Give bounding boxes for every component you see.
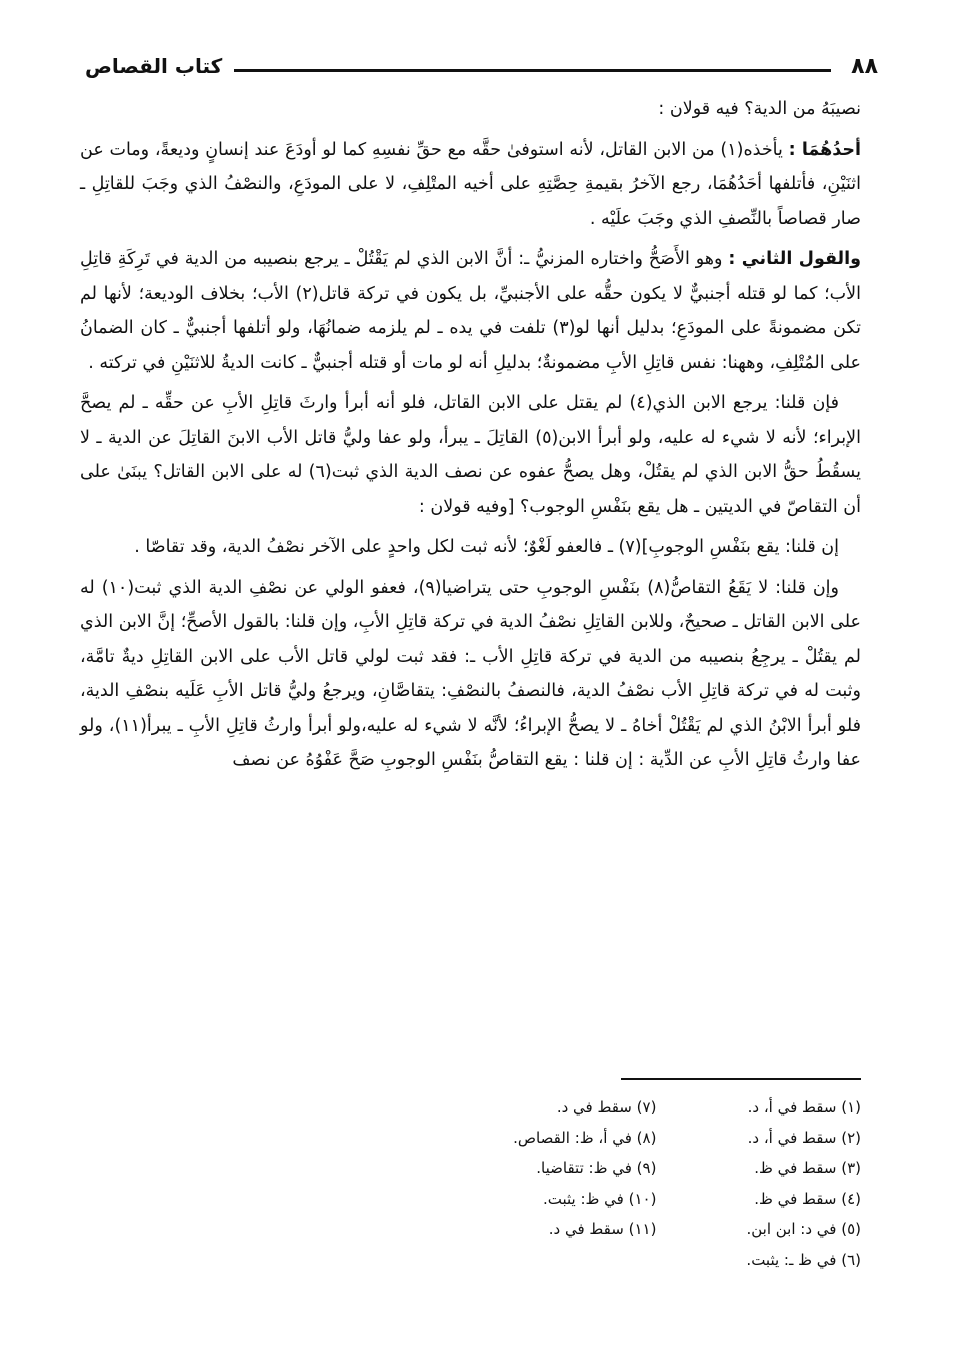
footnote: (٧) سقط في د.	[556, 1098, 657, 1116]
header-rule	[234, 69, 831, 72]
paragraph-lead: والقول الثاني :	[728, 249, 861, 269]
paragraph: والقول الثاني : وهو الأَصَحُّ واختاره المزنيُّ ـ: أنَّ الابن الذي لم يَقْتُلْ ـ يرجع بنصيبه من الدية في تَرِكَةِ قاتِلِ الأب؛ كما لو قتله أجنبيٌّ لا يكون حقُّه على الأجنبيِّ، بل يكون في تركة قاتل(٢) الأب؛ بخلاف الوديعة؛ لأنها لم تكن مضمونةً على المودَعِ؛ بدليل أنها لو(٣) تلفت في يده ـ لم يلزمه ضمانُهَا، ولو أتلفها أجنبيٌّ ـ كان الضمانُ على المُتْلِفِ، وههنا: نفس قاتِلِ الأبِ مضمونةٌ؛ بدليلِ أنه لو مات أو قتله أجنبيٌّ ـ كانت الديةُ للاثنَيْنِ في تركته .	[80, 249, 862, 373]
page-header	[85, 48, 878, 84]
footnote: (١) سقط في أ، د.	[747, 1098, 861, 1116]
running-title: كتاب القصاص	[85, 54, 223, 78]
main-text	[80, 92, 861, 784]
paragraph-lead: أحدُهُمَا :	[788, 139, 862, 160]
footnote-separator	[621, 1078, 861, 1080]
footnote-column-right	[746, 1092, 861, 1275]
footnotes	[300, 1092, 861, 1275]
paragraph: أحدُهُمَا : يأخذه(١) من الابن القاتل، لأنه استوفىٰ حقَّه مع حقِّ نفسِهِ كما لو أودَعَ عند إنسانٍ وديعةً، ومات عن اثنَيْنِ، فأتلفها أحَدُهُمَا، رجع الآخرُ بقيمةِ حِصَّتِهِ على أخيه المتْلِفِ، لا على المودَعِ، والنصْفُ الذي وجَبَ للقاتِلِ ـ صار قصاصاً بالنِّصفِ الذي وجَبَ علَيْه .	[80, 139, 862, 229]
footnote: (١٠) في ظ: يثبت.	[542, 1189, 657, 1208]
footnote: (١١) سقط في د.	[548, 1220, 657, 1238]
paragraph: نصيبَهُ من الدية؟ فيه قولان :	[658, 99, 861, 119]
footnote: (٨) في أ، ظ: القصاص.	[513, 1128, 657, 1147]
paragraph: فإن قلنا: يرجع الابن الذي(٤) لم يقتل على الابن القاتل، فلو أنه أبرأ وارثَ قاتِلِ الأبِ عن حقِّه ـ لم يصحَّ الإبراء؛ لأنه لا شيء له عليه، ولو أبرأ الابن(٥) القاتِلَ ـ يبرأ، ولو عفا وليُّ قاتل الأب الابنَ القاتِلَ عن الدية ـ لا يسقُطُ حقُّ الابن الذي لم يقتُلْ، وهل يصحُّ عفوه عن نصف الدية الذي ثبت(٦) له على الابن القاتل؟ يبنَىٰ على أن التقاصّ في الديتين ـ هل يقع بنَفْسِ الوجوب؟ [وفيه قولان :	[80, 393, 862, 517]
footnote: (٤) سقط في ظ.	[754, 1189, 861, 1208]
footnote: (٩) في ظ: تتقاضيا.	[536, 1159, 657, 1177]
footnote: (٦) في ظ ـ: يثبت.	[746, 1250, 861, 1269]
page-number: ٨٨	[851, 53, 878, 79]
footnote-column-left	[513, 1092, 656, 1275]
paragraph: إن قلنا: يقع بنَفْسِ الوجوبِ](٧) ـ فالعفو لَغْوٌ؛ لأنه ثبت لكل واحدٍ على الآخر نصْفُ الدية، وقد تقاصّا .	[134, 537, 839, 557]
paragraph: وإن قلنا: لا يَقَعُ التقاصُّ(٨) بنَفْسِ الوجوبِ حتى يتراضيا(٩)، فعفو الولي عن نصْفِ الدية الذي ثبت(١٠) له على الابن القاتل ـ صحيحٌ، وللابن القاتِلِ نصْفُ الدية في تركة قاتِلِ الأبِ، وإن قلنا: بالقول الأصحِّ؛ إنَّ الابن الذي لم يقتُلْ ـ يرجِعُ بنصيبه من الدية في تركة قاتِلِ الأب ـ: فقد ثبت لولي قاتل الأب على الابن القاتِلِ ديةٌ تامَّة، وثبت له في تركة قاتِلِ الأب نصْفُ الدية، فالنصفُ بالنصْفِ: يتقاصَّانِ، ويرجعُ وليُّ قاتل الأبِ عَلَيه بنصْفِ الدية، فلو أبرأ الابْنُ الذي لم يَقْتُلْ أخاهُ ـ لا يصحُّ الإبراءُ؛ لأنَّه لا شيء له عليه،ولو أبرأ وارثُ قاتِلِ الأبِ ـ يبرأ(١١)، ولو عفا وارثُ قاتِلِ الأبِ عن الدِّية : إن قلنا : يقع التقاصُّ بنَفْسِ الوجوبِ صَحَّ عَفْوُهُ عن نصف	[80, 577, 861, 770]
footnote: (٢) سقط في أ، د.	[747, 1128, 861, 1147]
footnote: (٥) في د: ابن ابن.	[746, 1220, 861, 1238]
footnote: (٣) سقط في ظ.	[754, 1159, 861, 1177]
